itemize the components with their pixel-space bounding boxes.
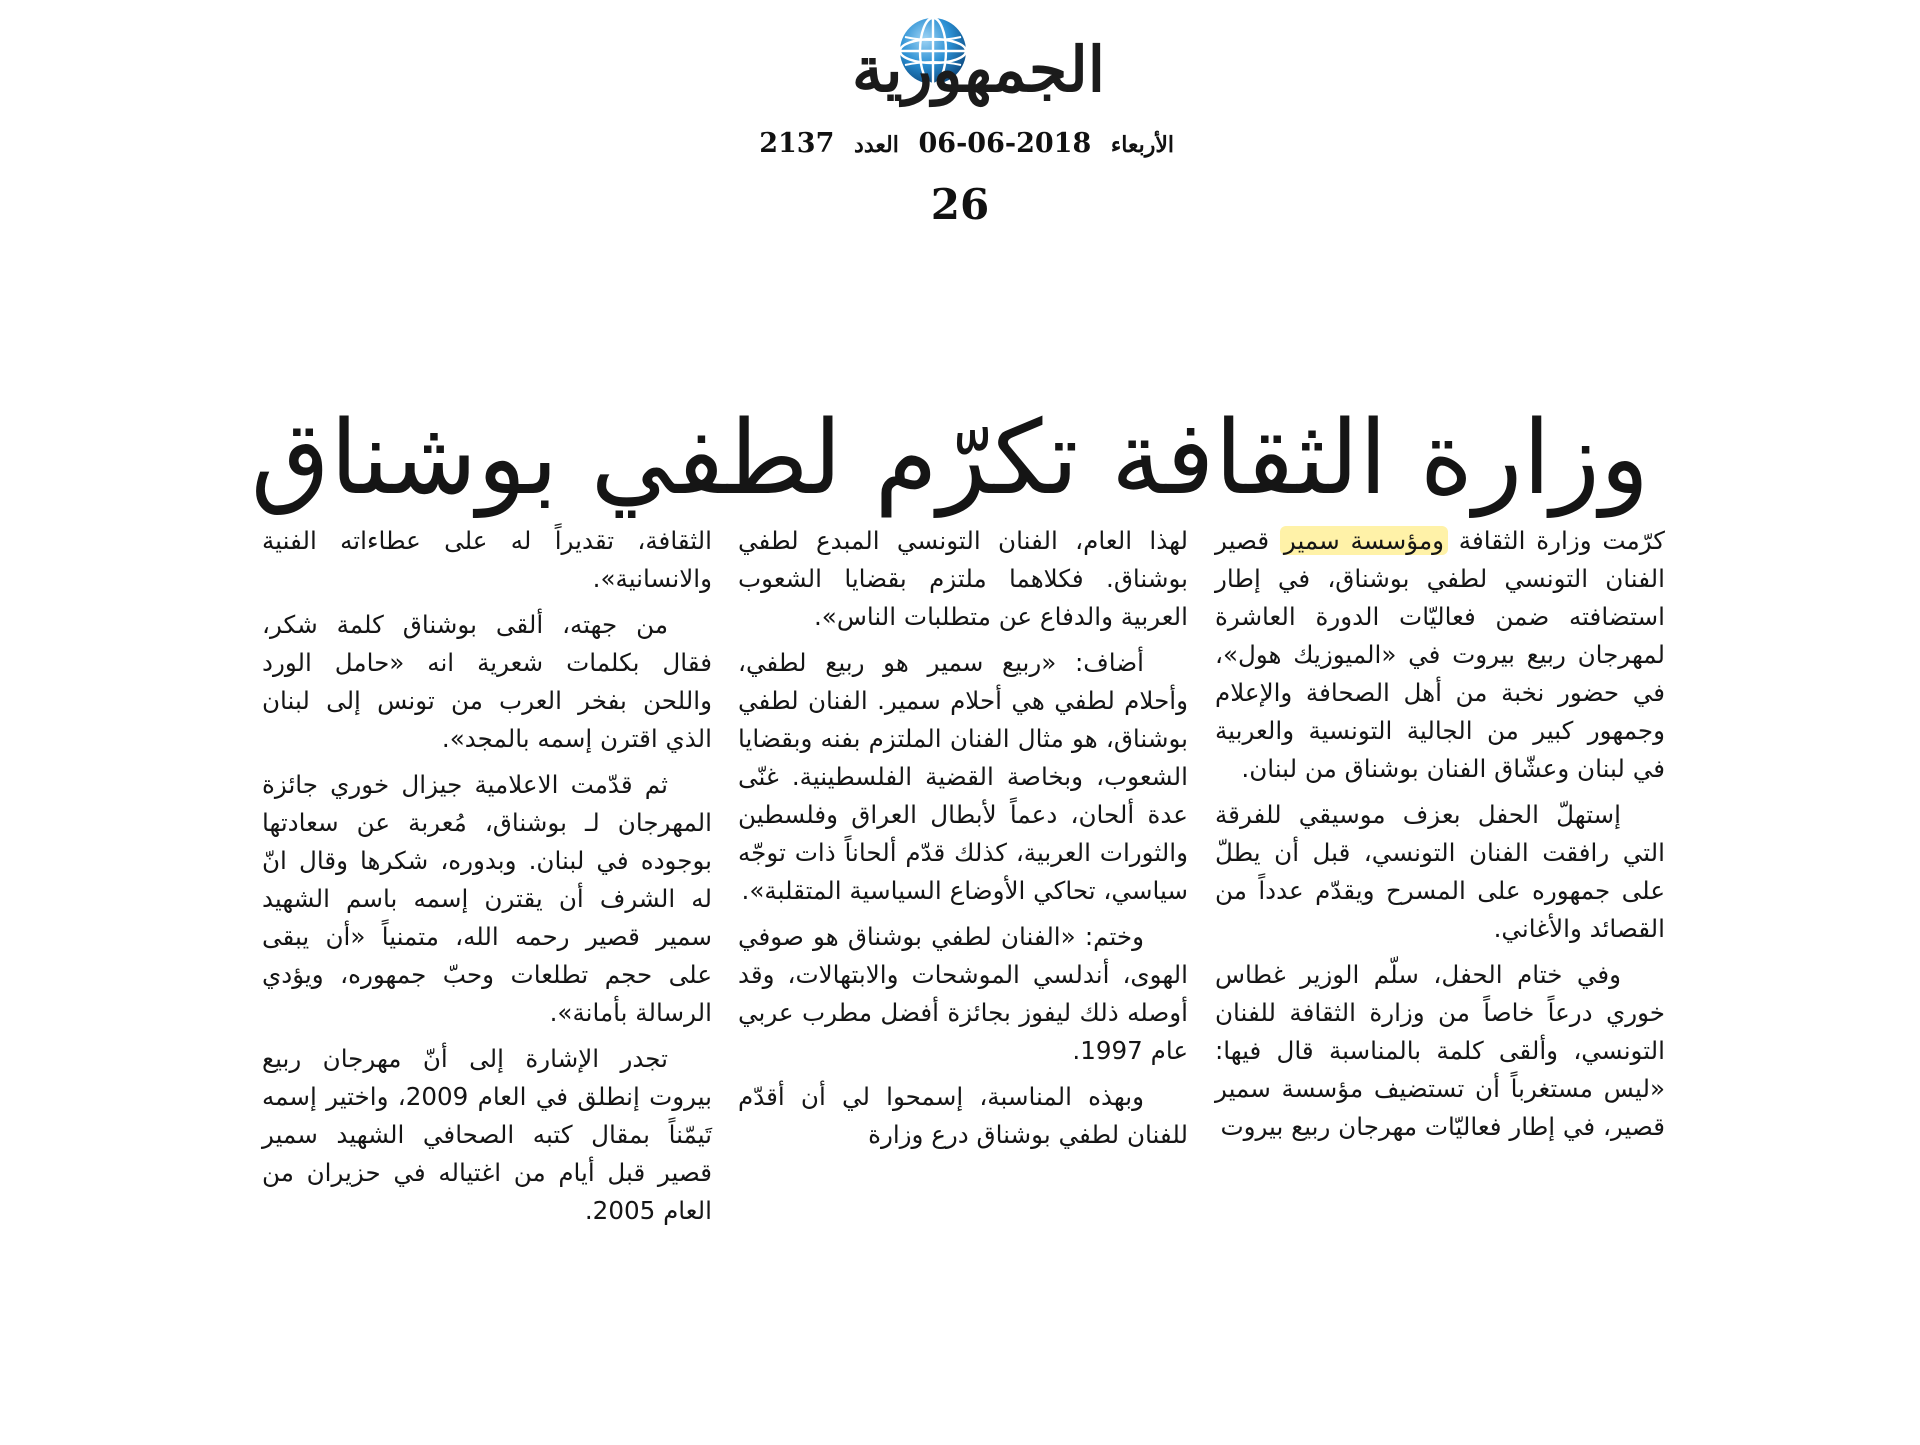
paragraph: من جهته، ألقى بوشناق كلمة شكر، فقال بكلمات شعرية انه «حامل الورد واللحن بفخر العرب من تونس إلى لبنان الذي اقترن إسمه بالمجد». [262,610,712,753]
issue-number: 2137 [759,128,835,159]
page-number: 26 [930,180,990,229]
paragraph [1215,522,1665,788]
issue-info [759,128,1180,162]
masthead [0,0,1920,250]
paragraph: إستهلّ الحفل بعزف موسيقي للفرقة التي رافقت الفنان التونسي، قبل أن يطلّ على جمهوره على المسرح ويقدّم عدداً من القصائد والأغاني. [1215,800,1665,943]
newspaper-logo [835,15,1105,120]
logo-wordmark: الجمهورية [851,33,1105,106]
paragraph: الثقافة، تقديراً له على عطاءاته الفنية والانسانية». [262,526,712,593]
highlighted-text: ومؤسسة سمير [1280,526,1448,555]
paragraph: وختم: «الفنان لطفي بوشناق هو صوفي الهوى، أندلسي الموشحات والابتهالات، وقد أوصله ذلك ليفوز بجائزة أفضل مطرب عربي عام 1997. [738,922,1188,1065]
paragraph: وفي ختام الحفل، سلّم الوزير غطاس خوري درعاً خاصاً من وزارة الثقافة للفنان التونسي، وألقى كلمة بالمناسبة قال فيها: «ليس مستغرباً أن تستضيف مؤسسة سمير قصير، في إطار فعاليّات مهرجان ربيع بيروت [1215,960,1665,1141]
paragraph-lead: كرّمت وزارة الثقافة [1448,526,1665,555]
article-headline: وزارة الثقافة تكرّم لطفي بوشناق [250,399,1650,519]
issue-label: العدد [854,132,899,158]
issue-day: الأربعاء [1110,132,1174,158]
article-column-2 [738,522,1188,1162]
issue-date: 2018-06-06 [918,128,1092,159]
paragraph: ثم قدّمت الاعلامية جيزال خوري جائزة المهرجان لـ بوشناق، مُعربة عن سعادتها بوجوده في لبنان. وبدوره، شكرها وقال انّ له الشرف أن يقترن إسمه باسم الشهيد سمير قصير رحمه الله، متمنياً «أن يبقى على حجم تطلعات وحبّ جمهوره، ويؤدي الرسالة بأمانة». [262,770,712,1027]
paragraph-rest: قصير الفنان التونسي لطفي بوشناق، في إطار استضافته ضمن فعاليّات الدورة العاشرة لمهرجان ربيع بيروت في «الميوزيك هول»، في حضور نخبة من أهل الصحافة والإعلام وجمهور كبير من الجالية التونسية والعربية في لبنان وعشّاق الفنان بوشناق من لبنان. [1215,526,1665,783]
paragraph: لهذا العام، الفنان التونسي المبدع لطفي بوشناق. فكلاهما ملتزم بقضايا الشعوب العربية والدفاع عن متطلبات الناس». [738,526,1188,631]
article-column-1 [1215,522,1665,1154]
article-column-3 [262,522,712,1238]
paragraph: أضاف: «ربيع سمير هو ربيع لطفي، وأحلام لطفي هي أحلام سمير. الفنان لطفي بوشناق، هو مثال الفنان الملتزم بفنه وبقضايا الشعوب، وبخاصة القضية الفلسطينية. غنّى عدة ألحان، دعماً لأبطال العراق وفلسطين والثورات العربية، كذلك قدّم ألحاناً ذات توجّه سياسي، تحاكي الأوضاع السياسية المتقلبة». [738,648,1188,905]
paragraph: تجدر الإشارة إلى أنّ مهرجان ربيع بيروت إنطلق في العام 2009، واختير إسمه تَيمّناً بمقال كتبه الصحافي الشهيد سمير قصير قبل أيام من اغتياله في حزيران من العام 2005. [262,1044,713,1225]
paragraph: وبهذه المناسبة، إسمحوا لي أن أقدّم للفنان لطفي بوشناق درع وزارة [738,1082,1188,1149]
article-body [255,522,1665,1322]
